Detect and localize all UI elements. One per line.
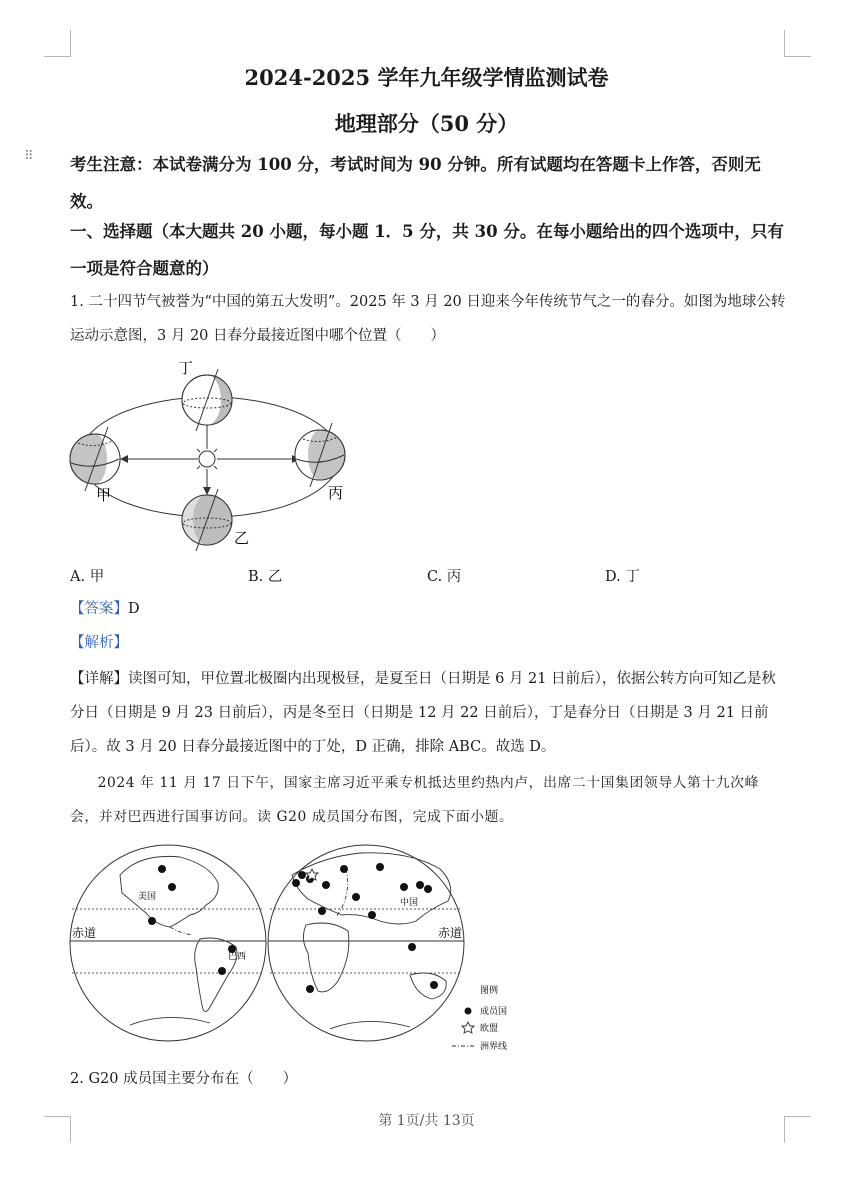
western-hemisphere (70, 845, 266, 1041)
earth-icon-yi (182, 489, 232, 551)
legend-title: 图例 (480, 986, 499, 996)
page-title: 2024-2025 学年九年级学情监测试卷 (244, 65, 609, 90)
member-dot (376, 863, 384, 871)
exam-notice: 考生注意：本试卷满分为 100 分，考试时间为 90 分钟。所有试题均在答题卡上作答，否则无效。 (70, 155, 761, 211)
answer-value: D (128, 601, 140, 617)
option-d[interactable]: D. 丁 (605, 569, 640, 585)
member-dot (318, 907, 326, 915)
label-yi: 乙 (234, 529, 250, 547)
earth-icon-jia (70, 427, 120, 491)
label-equator-left: 赤道 (72, 926, 97, 940)
corner-mark-top-left (44, 30, 71, 57)
detail-text: 读图可知，甲位置北极圈内出现极昼，是夏至日（日期是 6 月 21 日前后），依据公转方向可知乙是秋分日（日期是 9 月 23 日前后），丙是冬至日（日期是 12 月 22 日前后），丁是春分日（日期是 3 月 21 日前后）。故 3 月 20 日春分最接近图中的丁处，D 正确，排除 ABC。故选 D。 (70, 671, 776, 755)
label-bing: 丙 (328, 484, 344, 502)
corner-mark-top-right (784, 30, 811, 57)
member-dot (292, 879, 300, 887)
earth-icon-bing (295, 423, 345, 487)
member-dot (218, 967, 226, 975)
label-usa: 美国 (138, 892, 157, 902)
member-dot (368, 911, 376, 919)
legend-member: 成员国 (480, 1007, 508, 1017)
label-jia: 甲 (96, 486, 112, 504)
answer-line (70, 592, 140, 626)
label-ding: 丁 (178, 359, 194, 377)
legend-eu: 欧盟 (480, 1024, 499, 1034)
page-footer: 第 1页/共 13页 (378, 1113, 475, 1129)
label-brazil: 巴西 (228, 952, 247, 962)
detail-paragraph (70, 662, 782, 764)
orbit-diagram (60, 355, 360, 555)
page-subtitle: 地理部分（50 分） (334, 111, 519, 136)
legend-member-dot (465, 1008, 472, 1015)
member-dot (352, 893, 360, 901)
drag-handle-icon[interactable]: ⠿ (24, 149, 35, 164)
member-dot (416, 881, 424, 889)
option-c[interactable]: C. 丙 (427, 569, 462, 585)
member-dot (168, 883, 176, 891)
option-b[interactable]: B. 乙 (248, 569, 283, 585)
member-dot (408, 943, 416, 951)
member-dot (424, 885, 432, 893)
question-2-stem: 2. G20 成员国主要分布在（ ） (70, 1071, 298, 1087)
answer-label: 【答案】 (70, 601, 128, 617)
detail-label: 【详解】 (70, 671, 128, 687)
map-legend (452, 984, 507, 1052)
member-dot (340, 865, 348, 873)
member-dot (430, 981, 438, 989)
g20-map (60, 835, 530, 1060)
label-china: 中国 (400, 898, 419, 908)
member-dot (400, 883, 408, 891)
member-dot (306, 985, 314, 993)
option-a[interactable]: A. 甲 (70, 569, 105, 585)
earth-icon-ding (182, 369, 232, 431)
member-dot (148, 917, 156, 925)
member-dot (158, 865, 166, 873)
eastern-hemisphere (268, 845, 464, 1041)
passage-text: 2024 年 11 月 17 日下午，国家主席习近平乘专机抵达里约热内卢，出席二十国集团领导人第十九次峰会，并对巴西进行国事访问。读 G20 成员国分布图，完成下面小题。 (70, 775, 760, 825)
legend-boundary: 洲界线 (480, 1042, 508, 1052)
legend-eu-icon (462, 1022, 474, 1033)
member-dot (322, 881, 330, 889)
question-1-stem: 1. 二十四节气被誉为“中国的第五大发明”。2025 年 3 月 20 日迎来今年传统节气之一的春分。如图为地球公转运动示意图，3 月 20 日春分最接近图中哪个位置（ ） (70, 294, 786, 344)
analysis-label: 【解析】 (70, 635, 128, 651)
section-heading: 一、选择题（本大题共 20 小题，每小题 1．5 分，共 30 分。在每小题给出的四个选项中，只有一项是符合题意的） (70, 222, 784, 278)
member-dot (298, 871, 306, 879)
label-equator-right: 赤道 (438, 926, 463, 940)
